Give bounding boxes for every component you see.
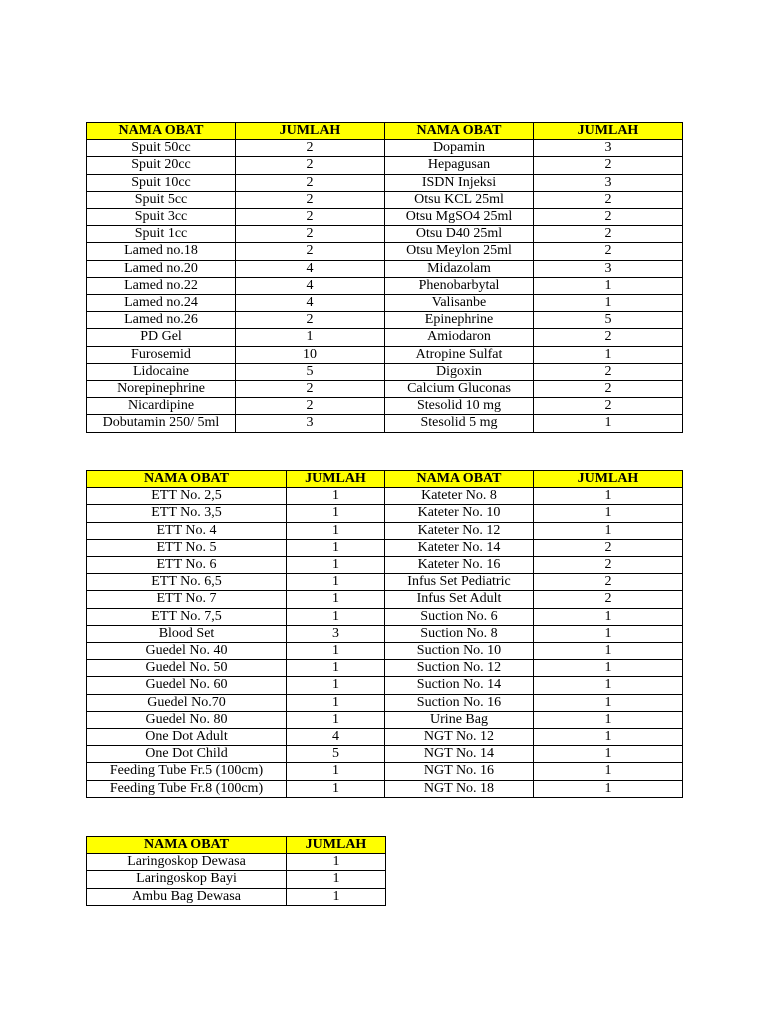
table-row <box>87 694 683 711</box>
item-name-cell: Kateter No. 10 <box>385 505 534 522</box>
column-header: NAMA OBAT <box>385 471 534 488</box>
quantity-cell: 2 <box>534 209 683 226</box>
quantity-cell: 2 <box>236 381 385 398</box>
table-row <box>87 295 683 312</box>
table-row <box>87 677 683 694</box>
item-name-cell: Dopamin <box>385 140 534 157</box>
table-row <box>87 157 683 174</box>
item-name-cell: Kateter No. 14 <box>385 539 534 556</box>
quantity-cell: 1 <box>534 763 683 780</box>
item-name-cell: Feeding Tube Fr.8 (100cm) <box>87 780 287 797</box>
quantity-cell: 1 <box>534 608 683 625</box>
item-name-cell: ETT No. 6 <box>87 557 287 574</box>
item-name-cell: Lamed no.26 <box>87 312 236 329</box>
item-name-cell: Stesolid 5 mg <box>385 415 534 432</box>
quantity-cell: 2 <box>534 191 683 208</box>
table-row <box>87 277 683 294</box>
quantity-cell: 1 <box>287 574 385 591</box>
item-name-cell: Lamed no.22 <box>87 277 236 294</box>
item-name-cell: Midazolam <box>385 260 534 277</box>
item-name-cell: Otsu Meylon 25ml <box>385 243 534 260</box>
table-row <box>87 729 683 746</box>
quantity-cell: 1 <box>534 505 683 522</box>
quantity-cell: 2 <box>534 381 683 398</box>
table-row <box>87 643 683 660</box>
quantity-cell: 1 <box>287 608 385 625</box>
table-row <box>87 505 683 522</box>
item-name-cell: Amiodaron <box>385 329 534 346</box>
table-row <box>87 381 683 398</box>
item-name-cell: Kateter No. 16 <box>385 557 534 574</box>
item-name-cell: Epinephrine <box>385 312 534 329</box>
column-header: NAMA OBAT <box>87 123 236 140</box>
quantity-cell: 2 <box>236 140 385 157</box>
table-row <box>87 209 683 226</box>
item-name-cell: NGT No. 16 <box>385 763 534 780</box>
quantity-cell: 4 <box>236 295 385 312</box>
quantity-cell: 5 <box>236 363 385 380</box>
item-name-cell: Lidocaine <box>87 363 236 380</box>
table-row <box>87 415 683 432</box>
item-name-cell: Urine Bag <box>385 711 534 728</box>
quantity-cell: 2 <box>236 243 385 260</box>
table-row <box>87 329 683 346</box>
item-name-cell: Kateter No. 12 <box>385 522 534 539</box>
item-name-cell: One Dot Adult <box>87 729 287 746</box>
table-row <box>87 398 683 415</box>
quantity-cell: 2 <box>534 574 683 591</box>
item-name-cell: ETT No. 6,5 <box>87 574 287 591</box>
quantity-cell: 3 <box>534 174 683 191</box>
quantity-cell: 1 <box>534 746 683 763</box>
item-name-cell: ETT No. 5 <box>87 539 287 556</box>
table-row <box>87 522 683 539</box>
quantity-cell: 1 <box>287 888 386 905</box>
item-name-cell: Infus Set Pediatric <box>385 574 534 591</box>
item-name-cell: Spuit 10cc <box>87 174 236 191</box>
table-row <box>87 746 683 763</box>
table-header-row <box>87 471 683 488</box>
item-name-cell: ETT No. 7 <box>87 591 287 608</box>
column-header: JUMLAH <box>287 471 385 488</box>
quantity-cell: 1 <box>287 660 385 677</box>
quantity-cell: 1 <box>287 711 385 728</box>
quantity-cell: 1 <box>534 677 683 694</box>
quantity-cell: 2 <box>236 209 385 226</box>
item-name-cell: Guedel No. 40 <box>87 643 287 660</box>
item-name-cell: NGT No. 12 <box>385 729 534 746</box>
item-name-cell: Suction No. 6 <box>385 608 534 625</box>
quantity-cell: 2 <box>236 191 385 208</box>
quantity-cell: 1 <box>287 505 385 522</box>
quantity-cell: 1 <box>534 694 683 711</box>
item-name-cell: Stesolid 10 mg <box>385 398 534 415</box>
item-name-cell: Ambu Bag Dewasa <box>87 888 287 905</box>
quantity-cell: 1 <box>534 711 683 728</box>
item-name-cell: PD Gel <box>87 329 236 346</box>
medication-table-1 <box>86 122 683 433</box>
item-name-cell: ETT No. 7,5 <box>87 608 287 625</box>
item-name-cell: Otsu MgSO4 25ml <box>385 209 534 226</box>
quantity-cell: 1 <box>287 557 385 574</box>
column-header: NAMA OBAT <box>87 837 287 854</box>
quantity-cell: 5 <box>534 312 683 329</box>
item-name-cell: Suction No. 12 <box>385 660 534 677</box>
table-row <box>87 608 683 625</box>
item-name-cell: Guedel No. 50 <box>87 660 287 677</box>
item-name-cell: NGT No. 18 <box>385 780 534 797</box>
item-name-cell: Otsu D40 25ml <box>385 226 534 243</box>
table-row <box>87 260 683 277</box>
table-row <box>87 660 683 677</box>
item-name-cell: Lamed no.20 <box>87 260 236 277</box>
column-header: JUMLAH <box>534 123 683 140</box>
item-name-cell: Laringoskop Bayi <box>87 871 287 888</box>
column-header: NAMA OBAT <box>87 471 287 488</box>
table-row <box>87 226 683 243</box>
column-header: JUMLAH <box>236 123 385 140</box>
quantity-cell: 3 <box>236 415 385 432</box>
item-name-cell: Norepinephrine <box>87 381 236 398</box>
quantity-cell: 10 <box>236 346 385 363</box>
quantity-cell: 1 <box>287 591 385 608</box>
quantity-cell: 2 <box>534 329 683 346</box>
item-name-cell: Guedel No.70 <box>87 694 287 711</box>
item-name-cell: ETT No. 3,5 <box>87 505 287 522</box>
item-name-cell: NGT No. 14 <box>385 746 534 763</box>
item-name-cell: Suction No. 10 <box>385 643 534 660</box>
quantity-cell: 1 <box>287 871 386 888</box>
column-header: JUMLAH <box>287 837 386 854</box>
item-name-cell: Furosemid <box>87 346 236 363</box>
item-name-cell: ISDN Injeksi <box>385 174 534 191</box>
quantity-cell: 1 <box>287 539 385 556</box>
quantity-cell: 2 <box>236 312 385 329</box>
quantity-cell: 1 <box>287 522 385 539</box>
quantity-cell: 3 <box>534 260 683 277</box>
quantity-cell: 3 <box>534 140 683 157</box>
quantity-cell: 1 <box>287 763 385 780</box>
quantity-cell: 2 <box>236 174 385 191</box>
quantity-cell: 2 <box>534 226 683 243</box>
item-name-cell: Laringoskop Dewasa <box>87 854 287 871</box>
table-header-row <box>87 837 386 854</box>
item-name-cell: Digoxin <box>385 363 534 380</box>
item-name-cell: Spuit 3cc <box>87 209 236 226</box>
quantity-cell: 2 <box>534 591 683 608</box>
quantity-cell: 1 <box>534 295 683 312</box>
quantity-cell: 2 <box>236 226 385 243</box>
quantity-cell: 2 <box>534 243 683 260</box>
table-row <box>87 780 683 797</box>
item-name-cell: Spuit 50cc <box>87 140 236 157</box>
table-row <box>87 591 683 608</box>
item-name-cell: Spuit 20cc <box>87 157 236 174</box>
table-row <box>87 854 386 871</box>
item-name-cell: Blood Set <box>87 625 287 642</box>
quantity-cell: 1 <box>534 346 683 363</box>
quantity-cell: 1 <box>534 660 683 677</box>
table-row <box>87 363 683 380</box>
table-row <box>87 312 683 329</box>
quantity-cell: 1 <box>534 522 683 539</box>
quantity-cell: 2 <box>534 557 683 574</box>
item-name-cell: One Dot Child <box>87 746 287 763</box>
quantity-cell: 4 <box>287 729 385 746</box>
quantity-cell: 1 <box>287 643 385 660</box>
item-name-cell: Hepagusan <box>385 157 534 174</box>
table-row <box>87 488 683 505</box>
table-row <box>87 346 683 363</box>
quantity-cell: 2 <box>236 157 385 174</box>
item-name-cell: ETT No. 2,5 <box>87 488 287 505</box>
item-name-cell: ETT No. 4 <box>87 522 287 539</box>
item-name-cell: Suction No. 14 <box>385 677 534 694</box>
quantity-cell: 2 <box>534 363 683 380</box>
item-name-cell: Lamed no.18 <box>87 243 236 260</box>
quantity-cell: 1 <box>534 729 683 746</box>
table-row <box>87 174 683 191</box>
quantity-cell: 2 <box>534 157 683 174</box>
item-name-cell: Calcium Gluconas <box>385 381 534 398</box>
quantity-cell: 1 <box>287 488 385 505</box>
quantity-cell: 1 <box>534 625 683 642</box>
quantity-cell: 1 <box>287 694 385 711</box>
equipment-table-3 <box>86 836 386 906</box>
quantity-cell: 2 <box>236 398 385 415</box>
quantity-cell: 1 <box>534 488 683 505</box>
table-row <box>87 763 683 780</box>
table-row <box>87 191 683 208</box>
table-row <box>87 539 683 556</box>
item-name-cell: Guedel No. 60 <box>87 677 287 694</box>
table-header-row <box>87 123 683 140</box>
table-row <box>87 888 386 905</box>
table-row <box>87 243 683 260</box>
quantity-cell: 1 <box>287 854 386 871</box>
table-row <box>87 574 683 591</box>
table-row <box>87 557 683 574</box>
quantity-cell: 1 <box>287 677 385 694</box>
table-row <box>87 140 683 157</box>
quantity-cell: 4 <box>236 260 385 277</box>
item-name-cell: Suction No. 8 <box>385 625 534 642</box>
item-name-cell: Kateter No. 8 <box>385 488 534 505</box>
quantity-cell: 2 <box>534 539 683 556</box>
quantity-cell: 1 <box>236 329 385 346</box>
table-row <box>87 625 683 642</box>
quantity-cell: 5 <box>287 746 385 763</box>
column-header: JUMLAH <box>534 471 683 488</box>
item-name-cell: Dobutamin 250/ 5ml <box>87 415 236 432</box>
item-name-cell: Lamed no.24 <box>87 295 236 312</box>
quantity-cell: 1 <box>534 277 683 294</box>
item-name-cell: Spuit 1cc <box>87 226 236 243</box>
item-name-cell: Phenobarbytal <box>385 277 534 294</box>
item-name-cell: Suction No. 16 <box>385 694 534 711</box>
quantity-cell: 3 <box>287 625 385 642</box>
item-name-cell: Nicardipine <box>87 398 236 415</box>
medical-supplies-table-2 <box>86 470 683 798</box>
quantity-cell: 4 <box>236 277 385 294</box>
quantity-cell: 1 <box>287 780 385 797</box>
table-row <box>87 871 386 888</box>
column-header: NAMA OBAT <box>385 123 534 140</box>
quantity-cell: 2 <box>534 398 683 415</box>
item-name-cell: Guedel No. 80 <box>87 711 287 728</box>
quantity-cell: 1 <box>534 415 683 432</box>
item-name-cell: Otsu KCL 25ml <box>385 191 534 208</box>
item-name-cell: Atropine Sulfat <box>385 346 534 363</box>
quantity-cell: 1 <box>534 780 683 797</box>
table-row <box>87 711 683 728</box>
quantity-cell: 1 <box>534 643 683 660</box>
item-name-cell: Spuit 5cc <box>87 191 236 208</box>
item-name-cell: Feeding Tube Fr.5 (100cm) <box>87 763 287 780</box>
item-name-cell: Infus Set Adult <box>385 591 534 608</box>
item-name-cell: Valisanbe <box>385 295 534 312</box>
